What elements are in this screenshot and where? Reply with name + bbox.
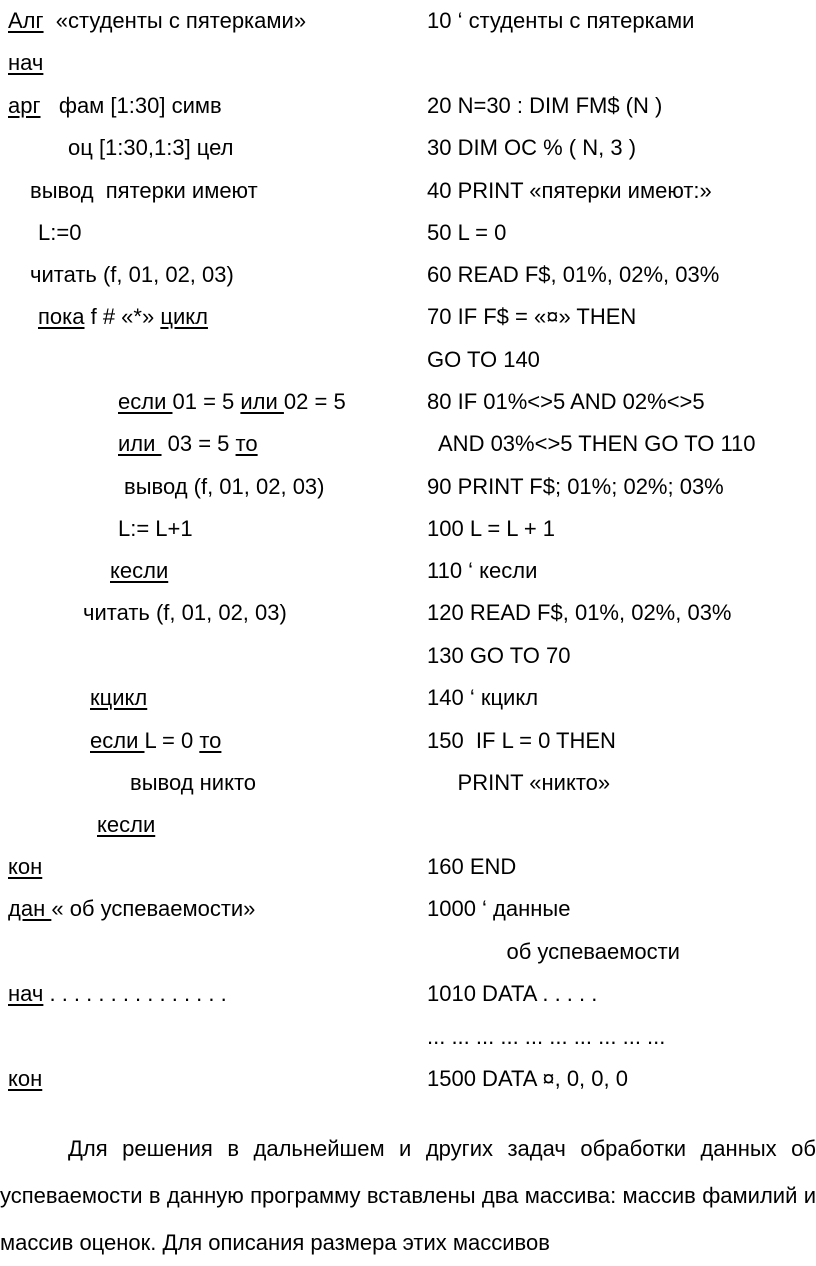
code-line bbox=[0, 381, 816, 423]
code-line bbox=[0, 85, 816, 127]
code-line bbox=[0, 508, 816, 550]
text-segment: 80 IF 01%<>5 AND 02%<>5 bbox=[427, 389, 705, 414]
basic-line bbox=[427, 0, 694, 42]
algorithm-line bbox=[8, 1058, 42, 1100]
algorithm-line bbox=[124, 466, 325, 508]
text-segment: 120 READ F$, 01%, 02%, 03% bbox=[427, 600, 732, 625]
code-line bbox=[0, 846, 816, 888]
keyword: арг bbox=[8, 93, 41, 118]
text-segment: f # «*» bbox=[84, 304, 161, 329]
code-line bbox=[0, 1016, 816, 1058]
algorithm-line bbox=[30, 170, 258, 212]
text-segment: читать (f, 01, 02, 03) bbox=[83, 600, 287, 625]
keyword: если bbox=[90, 728, 145, 753]
algorithm-line bbox=[118, 423, 258, 465]
basic-line bbox=[427, 931, 680, 973]
algorithm-line bbox=[83, 592, 287, 634]
algorithm-line bbox=[30, 254, 234, 296]
basic-line bbox=[427, 846, 516, 888]
body-paragraph bbox=[0, 1125, 816, 1266]
text-segment: 30 DIM OC % ( N, 3 ) bbox=[427, 135, 637, 160]
basic-line bbox=[427, 423, 756, 465]
code-line bbox=[0, 127, 816, 169]
basic-line bbox=[427, 677, 538, 719]
algorithm-line bbox=[118, 508, 193, 550]
basic-line bbox=[427, 254, 719, 296]
code-line bbox=[0, 635, 816, 677]
algorithm-line bbox=[38, 296, 208, 338]
code-line bbox=[0, 423, 816, 465]
text-segment: 70 IF F$ = «¤» THEN bbox=[427, 304, 637, 329]
text-segment: 150 IF L = 0 THEN bbox=[427, 728, 616, 753]
code-line bbox=[0, 973, 816, 1015]
text-segment: 1010 DATA . . . . . bbox=[427, 981, 598, 1006]
algorithm-line bbox=[90, 720, 221, 762]
basic-line bbox=[427, 635, 571, 677]
code-line bbox=[0, 212, 816, 254]
algorithm-line bbox=[8, 888, 255, 930]
basic-line bbox=[427, 550, 537, 592]
basic-line bbox=[427, 888, 570, 930]
code-line bbox=[0, 42, 816, 84]
code-line bbox=[0, 296, 816, 338]
code-line bbox=[0, 888, 816, 930]
text-segment: вывод пятерки имеют bbox=[30, 178, 258, 203]
algorithm-line bbox=[130, 762, 256, 804]
text-segment: 10 ‘ студенты с пятерками bbox=[427, 8, 695, 33]
text-segment: L = 0 bbox=[144, 728, 200, 753]
basic-line bbox=[427, 339, 540, 381]
text-segment: 110 ‘ кесли bbox=[427, 558, 538, 583]
text-segment: 03 = 5 bbox=[161, 431, 236, 456]
code-line bbox=[0, 931, 816, 973]
text-segment: 60 READ F$, 01%, 02%, 03% bbox=[427, 262, 720, 287]
keyword: кесли bbox=[110, 558, 169, 583]
keyword: то bbox=[199, 728, 222, 753]
text-segment: 90 PRINT F$; 01%; 02%; 03% bbox=[427, 474, 724, 499]
keyword: или bbox=[118, 431, 162, 456]
text-segment: « об успеваемости» bbox=[51, 896, 256, 921]
text-segment: 140 ‘ кцикл bbox=[427, 685, 539, 710]
text-segment: 100 L = L + 1 bbox=[427, 516, 556, 541]
basic-line bbox=[427, 508, 555, 550]
text-segment: об успеваемости bbox=[427, 939, 680, 964]
text-segment: вывод (f, 01, 02, 03) bbox=[124, 474, 325, 499]
keyword: пока bbox=[38, 304, 85, 329]
keyword: если bbox=[118, 389, 173, 414]
basic-line bbox=[427, 296, 636, 338]
keyword: кесли bbox=[97, 812, 156, 837]
text-segment: 130 GO TO 70 bbox=[427, 643, 571, 668]
basic-line bbox=[427, 762, 610, 804]
code-line bbox=[0, 254, 816, 296]
text-segment: . . . . . . . . . . . . . . . bbox=[43, 981, 227, 1006]
basic-line bbox=[427, 127, 636, 169]
text-segment: «студенты с пятерками» bbox=[43, 8, 307, 33]
text-segment: 02 = 5 bbox=[283, 389, 346, 414]
keyword: кон bbox=[8, 1066, 43, 1091]
code-line bbox=[0, 550, 816, 592]
keyword: Алг bbox=[8, 8, 44, 33]
algorithm-line bbox=[68, 127, 234, 169]
algorithm-line bbox=[38, 212, 81, 254]
text-segment: ... ... ... ... ... ... ... ... ... ... bbox=[427, 1024, 666, 1049]
basic-line bbox=[427, 170, 712, 212]
code-line bbox=[0, 804, 816, 846]
basic-line bbox=[427, 1058, 628, 1100]
text-segment: 01 = 5 bbox=[172, 389, 241, 414]
text-segment: L:= L+1 bbox=[118, 516, 193, 541]
text-segment: 40 PRINT «пятерки имеют:» bbox=[427, 178, 712, 203]
basic-line bbox=[427, 1016, 665, 1058]
code-line bbox=[0, 170, 816, 212]
algorithm-line bbox=[8, 973, 227, 1015]
paragraph-text: Для решения в дальнейшем и других задач обработки данных об успеваемости в данную программу вставлены два массива: массив фамилий и массив оценок. Для описания размера этих массивов bbox=[0, 1136, 816, 1255]
algorithm-line bbox=[97, 804, 155, 846]
text-segment: оц [1:30,1:3] цел bbox=[68, 135, 234, 160]
keyword: то bbox=[235, 431, 258, 456]
code-line bbox=[0, 466, 816, 508]
basic-line bbox=[427, 720, 616, 762]
text-segment: 1000 ‘ данные bbox=[427, 896, 571, 921]
algorithm-line bbox=[8, 42, 43, 84]
algorithm-line bbox=[8, 85, 222, 127]
keyword: нач bbox=[8, 50, 44, 75]
algorithm-line bbox=[110, 550, 168, 592]
text-segment: вывод никто bbox=[130, 770, 257, 795]
text-segment: 1500 DATA ¤, 0, 0, 0 bbox=[427, 1066, 628, 1091]
code-line bbox=[0, 592, 816, 634]
text-segment: GO TO 140 bbox=[427, 347, 540, 372]
keyword: или bbox=[240, 389, 284, 414]
text-segment: 160 END bbox=[427, 854, 517, 879]
code-line bbox=[0, 0, 816, 42]
basic-line bbox=[427, 592, 732, 634]
algorithm-line bbox=[118, 381, 346, 423]
code-line bbox=[0, 677, 816, 719]
keyword: нач bbox=[8, 981, 44, 1006]
code-line bbox=[0, 762, 816, 804]
basic-line bbox=[427, 85, 662, 127]
algorithm-line bbox=[8, 846, 42, 888]
basic-line bbox=[427, 973, 597, 1015]
text-segment: читать (f, 01, 02, 03) bbox=[30, 262, 234, 287]
basic-line bbox=[427, 381, 705, 423]
keyword: цикл bbox=[160, 304, 208, 329]
text-segment: AND 03%<>5 THEN GO TO 110 bbox=[427, 431, 756, 456]
algorithm-line bbox=[90, 677, 147, 719]
algorithm-line bbox=[8, 0, 306, 42]
text-segment: 50 L = 0 bbox=[427, 220, 507, 245]
code-line bbox=[0, 1058, 816, 1100]
keyword: кон bbox=[8, 854, 43, 879]
basic-line bbox=[427, 212, 506, 254]
text-segment: L:=0 bbox=[38, 220, 82, 245]
basic-line bbox=[427, 466, 724, 508]
text-segment: 20 N=30 : DIM FM$ (N ) bbox=[427, 93, 663, 118]
keyword: дан bbox=[8, 896, 52, 921]
code-line bbox=[0, 339, 816, 381]
keyword: кцикл bbox=[90, 685, 148, 710]
code-line bbox=[0, 720, 816, 762]
text-segment: PRINT «никто» bbox=[427, 770, 611, 795]
text-segment: фам [1:30] симв bbox=[40, 93, 222, 118]
